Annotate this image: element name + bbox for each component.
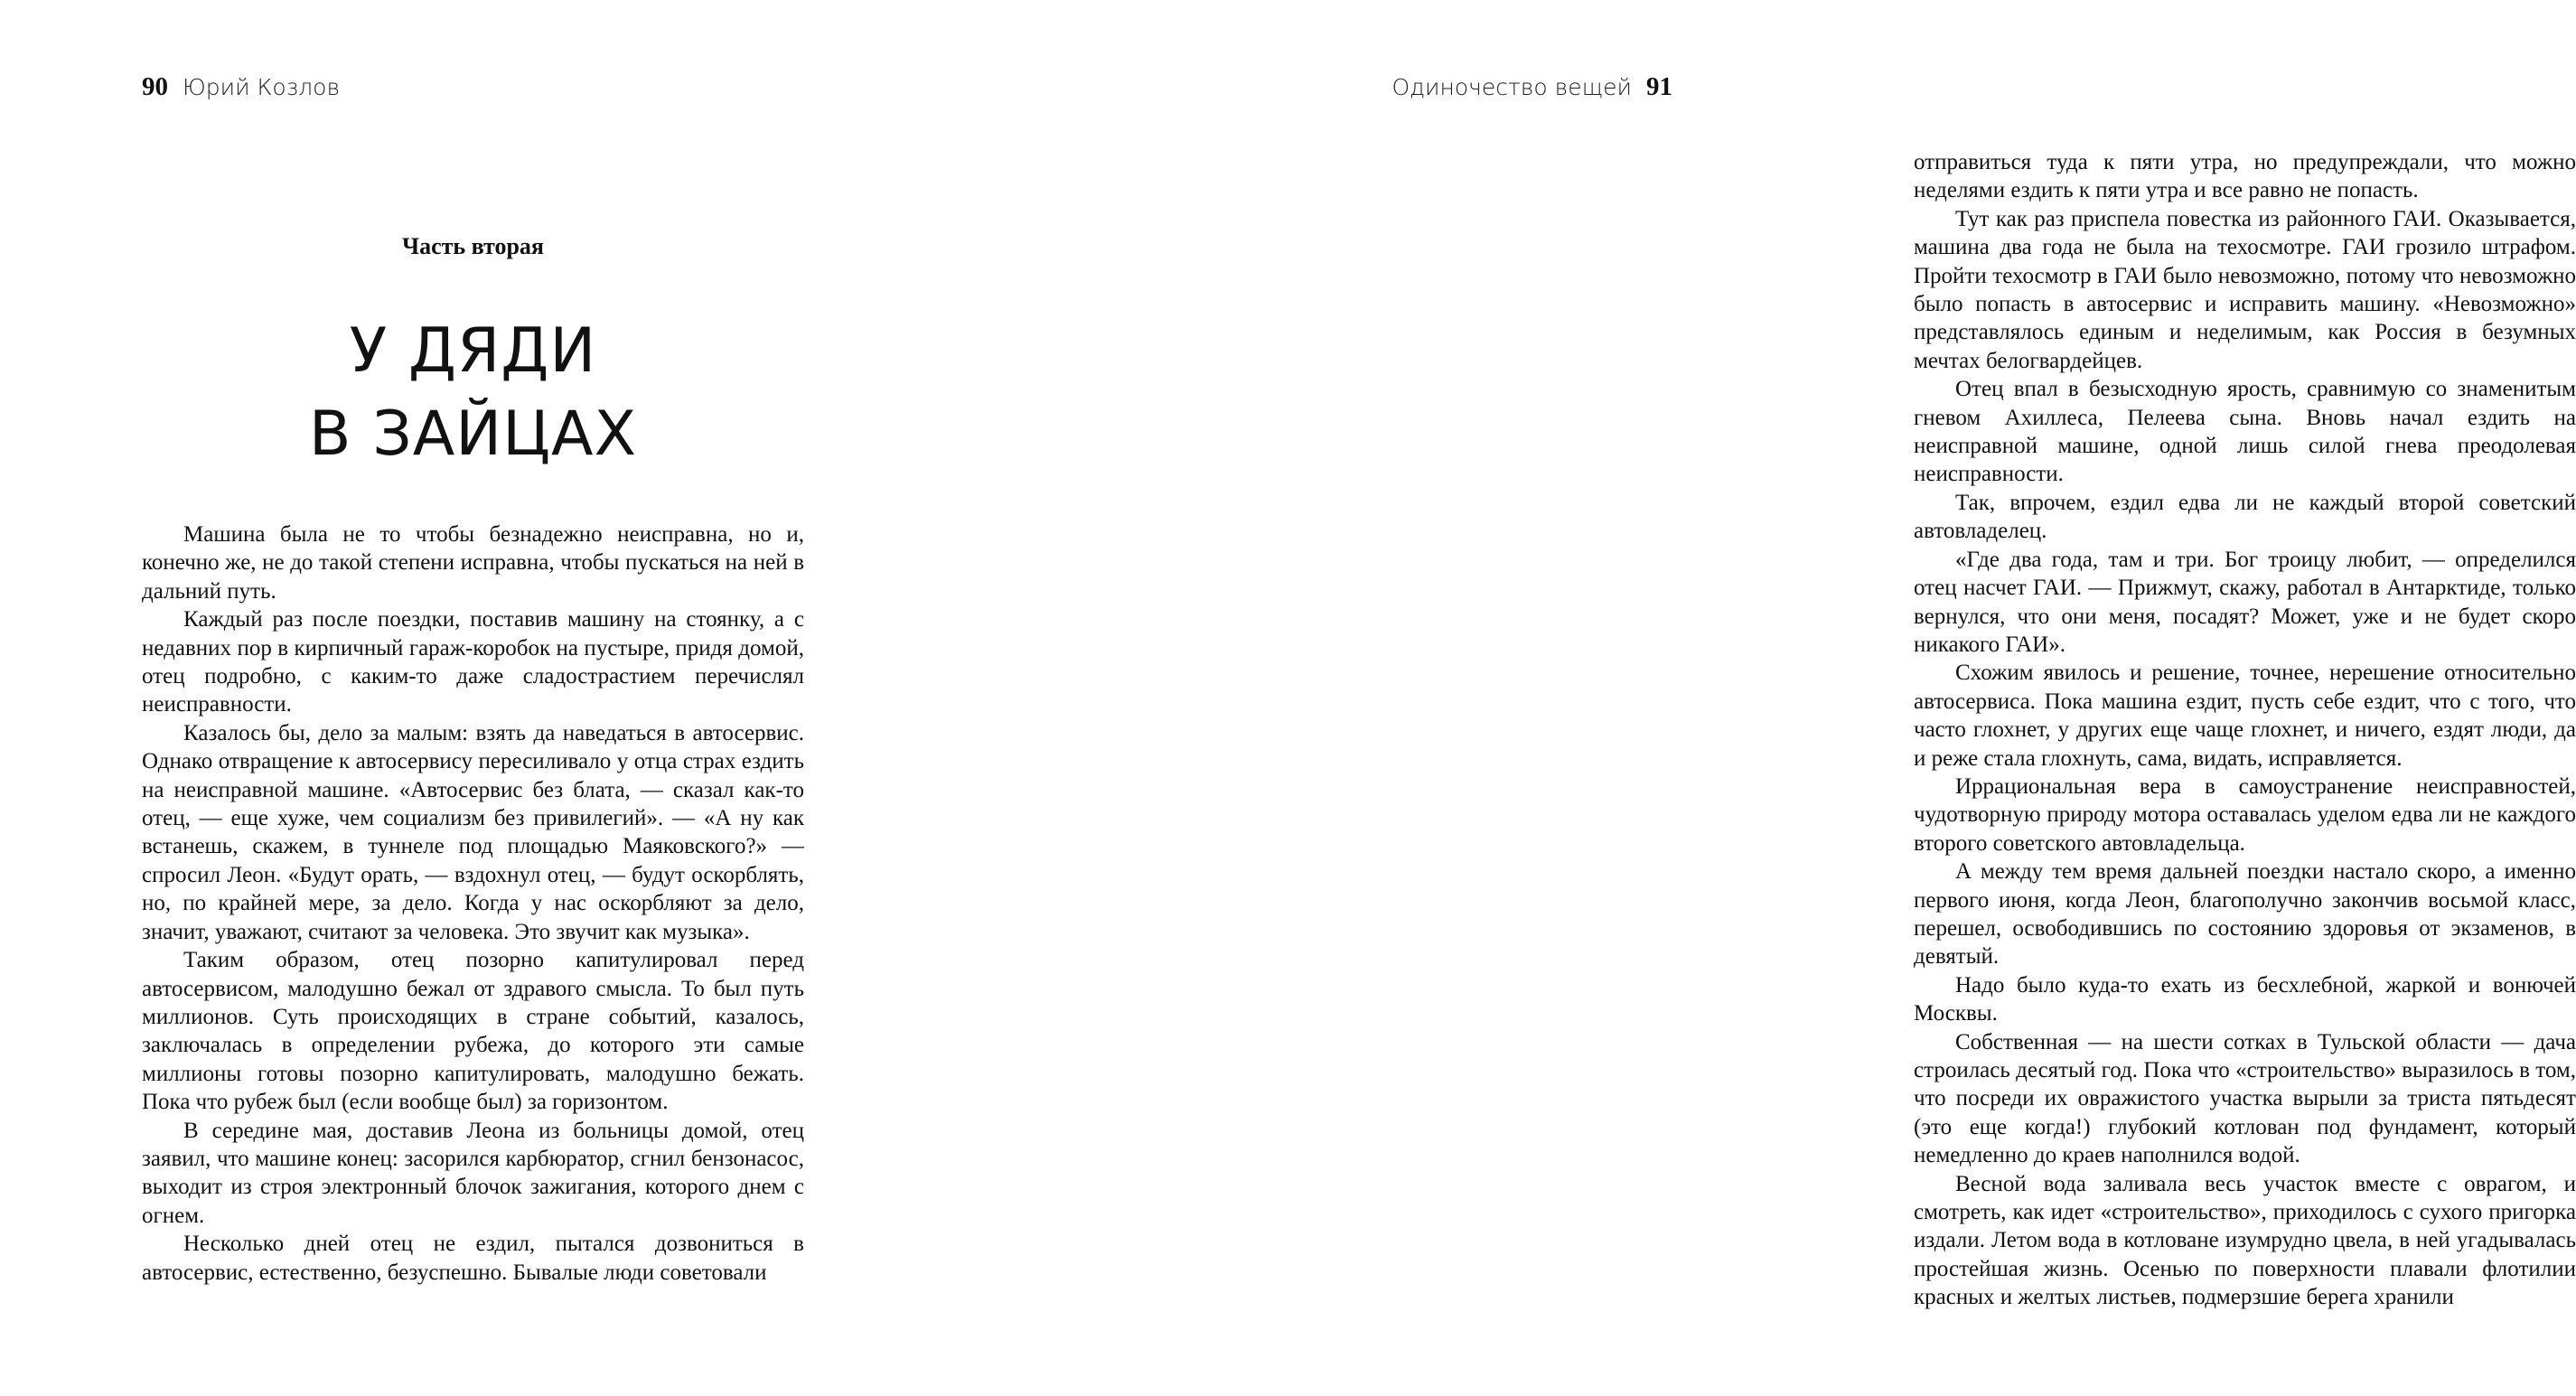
right-body-text [1914, 148, 2576, 1312]
left-page-number: 90 [142, 72, 168, 101]
paragraph: «Где два года, там и три. Бог троицу любит, — определился отец насчет ГАИ. — Прижмут, скажу, работал в Антарктиде, только вернулся, что они меня, посадят? Может, уже и не будет скоро никакого ГАИ». [1914, 547, 2576, 657]
paragraph: Несколько дней отец не ездил, пытался дозвониться в автосервис, естественно, безуспешно. Бывалые люди советовали [142, 1232, 804, 1285]
paragraph: Собственная — на шести сотках в Тульской области — дача строилась десятый год. Пока что «строительство» выразилось в том, что посреди их овражистого участка вырыли за триста пятьдесят (это еще когда!) глубокий котлован под фундамент, который немедленно до краев наполнился водой. [1914, 1029, 2576, 1168]
paragraph: Отец впал в безысходную ярость, сравнимую со знаменитым гневом Ахиллеса, Пелеева сына. Вновь начал ездить на неисправной машине, одной лишь силой гнева преодолевая неисправности. [1914, 377, 2576, 487]
left-running-title: Юрий Козлов [183, 74, 341, 100]
paragraph: В середине мая, доставив Леона из больницы домой, отец заявил, что машине конец: засорился карбюратор, сгнил бензонасос, выходит из строя электронный блочок зажигания, которого днем с огнем. [142, 1118, 804, 1228]
left-page [0, 0, 904, 1396]
paragraph: Тут как раз приспела повестка из районного ГАИ. Оказывается, машина два года не была на техосмотре. ГАИ грозило штрафом. Пройти техосмотр в ГАИ было невозможно, потому что невозможно было попасть в автосервис и исправить машину. «Невозможно» представлялось единым и неделимым, как Россия в безумных мечтах белогвардейцев. [1914, 206, 2576, 373]
paragraph: Схожим явилось и решение, точнее, нерешение относительно автосервиса. Пока машина ездит, пусть себе ездит, что с того, что часто глохнет, у других еще чаще глохнет, и ничего, ездят люди, да и реже стала глохнуть, сама, видать, исправляется. [1914, 661, 2576, 771]
left-running-head [142, 69, 340, 105]
chapter-title-line: В ЗАЙЦАХ [308, 398, 638, 470]
paragraph: Иррациональная вера в самоустранение неисправностей, чудотворную природу мотора оставалась уделом едва ли не каждого второго советского автовладельца. [1914, 773, 2576, 856]
part-label: Часть вторая [402, 233, 544, 259]
right-running-head [1391, 69, 1672, 105]
right-page [904, 0, 2576, 1396]
right-running-title: Одиночество вещей [1391, 74, 1632, 100]
left-body-text [142, 520, 804, 1287]
paragraph: Каждый раз после поездки, поставив машину на стоянку, а с недавних пор в кирпичный гараж-коробок на пустыре, придя домой, отец подробно, с каким-то даже сладострастием перечислял неисправности. [142, 607, 804, 717]
paragraph: Так, впрочем, ездил едва ли не каждый второй советский автовладелец. [1914, 490, 2576, 544]
chapter-title-line: У ДЯДИ [349, 315, 597, 387]
paragraph: А между тем время дальней поездки настало скоро, а именно первого июня, когда Леон, благополучно закончив восьмой класс, перешел, освободившись по состоянию здоровья от экзаменов, в девятый. [1914, 859, 2576, 970]
paragraph: Казалось бы, дело за малым: взять да наведаться в автосервис. Однако отвращение к автосервису пересиливало у отца страх ездить на неисправной машине. «Автосервис без блата, — сказал как-то отец, — еще хуже, чем социализм без привилегий». — «А ну как встанешь, скажем, в туннеле под площадью Маяковского?» — спросил Леон. «Будут орать, — вздохнул отец, — будут оскорблять, но, по крайней мере, за дело. Когда у нас оскорбляют за дело, значит, уважают, считают за человека. Это звучит как музыка». [142, 720, 804, 944]
paragraph: Таким образом, отец позорно капитулировал перед автосервисом, малодушно бежал от здравого смысла. То был путь миллионов. Суть происходящих в стране событий, казалось, заключалась в определении рубежа, до которого эти самые миллионы готовы позорно капитулировать, малодушно бежать. Пока что рубеж был (если вообще был) за горизонтом. [142, 948, 804, 1115]
paragraph: Весной вода заливала весь участок вместе с оврагом, и смотреть, как идет «строительство», приходилось с сухого пригорка издали. Летом вода в котловане изумрудно цвела, в ней угадывалась простейшая жизнь. Осенью по поверхности плавали флотилии красных и желтых листьев, подмерзшие берега хранили [1914, 1171, 2576, 1310]
paragraph: Надо было куда-то ехать из бесхлебной, жаркой и вонючей Москвы. [1914, 972, 2576, 1026]
right-page-number: 91 [1646, 72, 1672, 101]
continued-paragraph: отправиться туда к пяти утра, но предупреждали, что можно неделями ездить к пяти утра и все равно не попасть. [1914, 150, 2576, 203]
paragraph: Машина была не то чтобы безнадежно неисправна, но и, конечно же, не до такой степени исправна, чтобы пускаться на ней в дальний путь. [142, 522, 804, 604]
chapter-title [142, 310, 804, 476]
